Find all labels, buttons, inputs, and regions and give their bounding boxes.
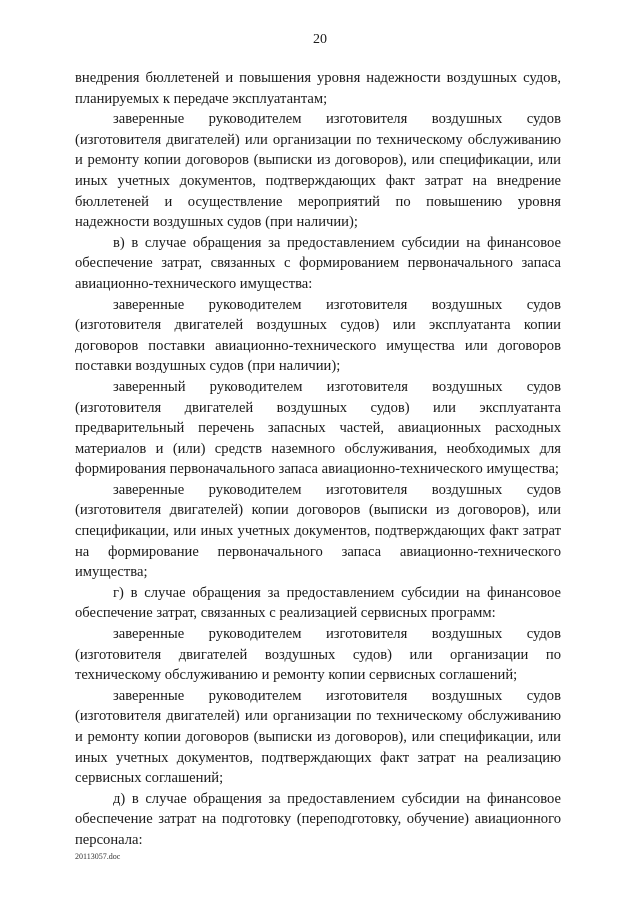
- document-body: [75, 68, 561, 851]
- paragraph: заверенные руководителем изготовителя воздушных судов (изготовителя двигателей) или организации по техническому обслуживанию и ремонту копии договоров (выписки из договоров), или спецификации, или иных учетных документов, подтверждающих факт затрат на внедрение бюллетеней и осуществление мероприятий по повышению уровня надежности воздушных судов (при наличии);: [75, 111, 561, 231]
- paragraph: заверенные руководителем изготовителя воздушных судов (изготовителя двигателей воздушных судов) или организации по техническому обслуживанию и ремонту копии сервисных соглашений;: [75, 626, 561, 684]
- paragraph: заверенные руководителем изготовителя воздушных судов (изготовителя двигателей воздушных судов) или эксплуатанта копии договоров поставки авиационно-технического имущества или договоров поставки воздушных судов (при наличии);: [75, 296, 561, 375]
- paragraph-continuation: внедрения бюллетеней и повышения уровня надежности воздушных судов, планируемых к передаче эксплуатантам;: [75, 70, 561, 107]
- page-number: 20: [313, 32, 327, 47]
- paragraph-item-v: в) в случае обращения за предоставлением субсидии на финансовое обеспечение затрат, связанных с формированием первоначального запаса авиационно-технического имущества:: [75, 234, 561, 292]
- paragraph: заверенные руководителем изготовителя воздушных судов (изготовителя двигателей) копии договоров (выписки из договоров), или спецификации, или иных учетных документов, подтверждающих факт затрат на формирование первоначального запаса авиационно-технического имущества;: [75, 481, 561, 581]
- footer-filename: 20113057.doc: [75, 852, 121, 861]
- paragraph-item-d: д) в случае обращения за предоставлением субсидии на финансовое обеспечение затрат на подготовку (переподготовку, обучение) авиационного персонала:: [75, 790, 561, 848]
- paragraph: заверенные руководителем изготовителя воздушных судов (изготовителя двигателей) или организации по техническому обслуживанию и ремонту копии договоров (выписки из договоров), или спецификации, или иных учетных документов, подтверждающих факт затрат на реализацию сервисных соглашений;: [75, 687, 561, 787]
- paragraph-item-g: г) в случае обращения за предоставлением субсидии на финансовое обеспечение затрат, связанных с реализацией сервисных программ:: [75, 584, 561, 622]
- paragraph: заверенный руководителем изготовителя воздушных судов (изготовителя двигателей воздушных судов) или эксплуатанта предварительный перечень запасных частей, авиационных расходных материалов и (или) средств наземного обслуживания, необходимых для формирования первоначального запаса авиационно-технического имущества;: [75, 378, 561, 478]
